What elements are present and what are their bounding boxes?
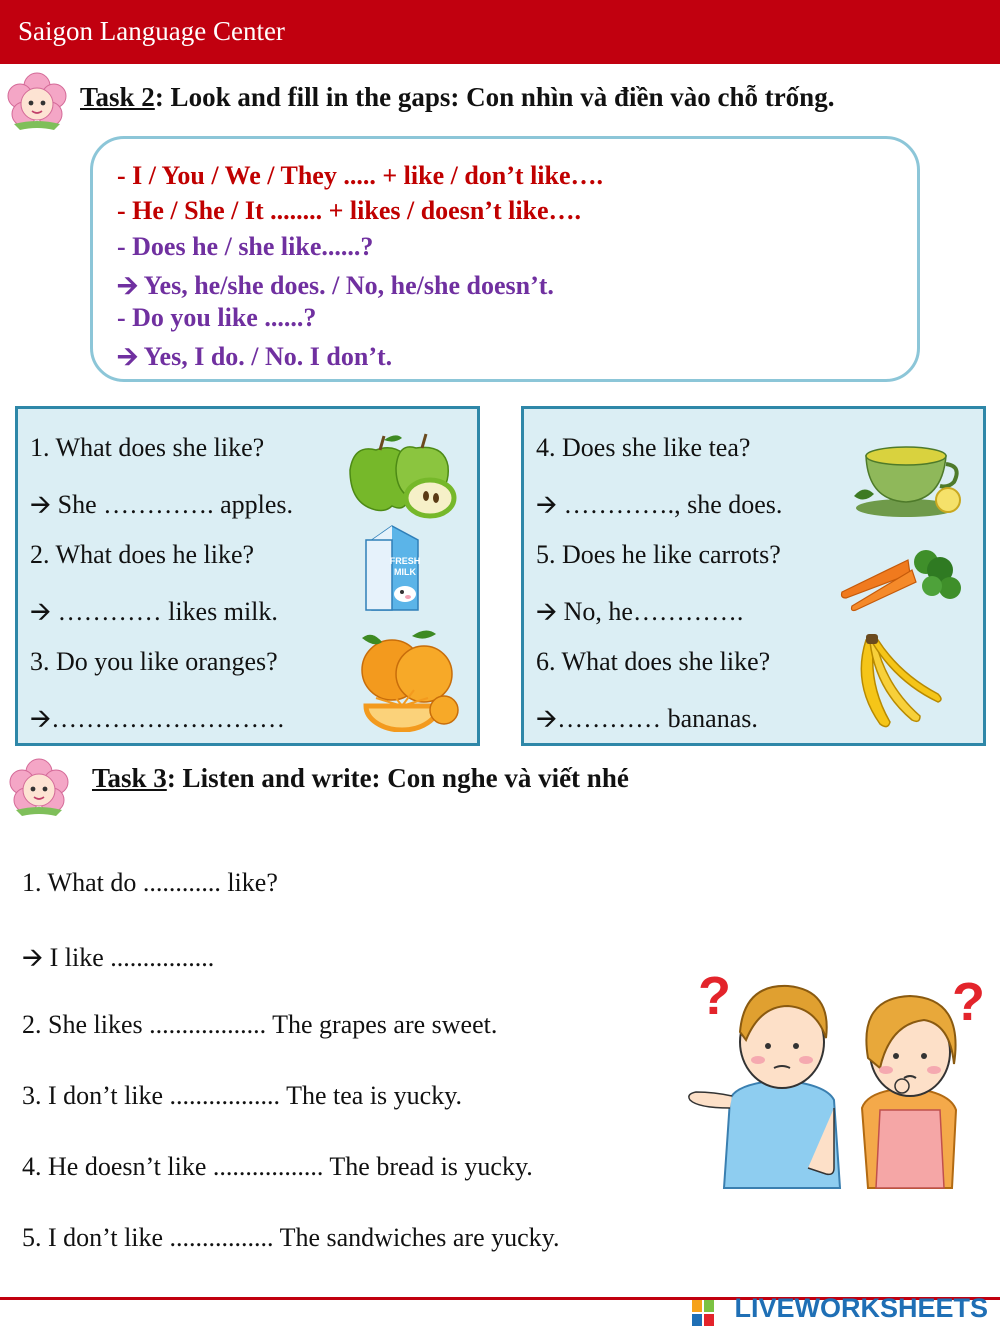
exercise-line-9: 5. Does he like carrots? (536, 540, 781, 569)
svg-text:?: ? (952, 972, 985, 1032)
liveworksheets-brand: LIVEWORKSHEETS (734, 1293, 988, 1323)
task3-item-4: 3. I don’t like ................. The tea is yucky. (22, 1081, 463, 1110)
exercise-line-1: 1. What does she like? (30, 433, 265, 462)
exercise-line-10: 🡪 No, he…………. (536, 597, 744, 626)
grammar-line-4: 🡪 Yes, he/she does. / No, he/she doesn’t. (117, 271, 554, 300)
grammar-line-1: - I / You / We / They ..... + like / don’t like…. (117, 161, 604, 190)
exercise-line-5: 3. Do you like oranges? (30, 647, 278, 676)
exercise-line-8: 🡪 …………., she does. (536, 490, 783, 519)
task3-title (92, 763, 629, 794)
header-title: Saigon Language Center (18, 16, 285, 46)
header-bar (0, 0, 1000, 64)
exercise-line-2: 🡪 She …………. apples. (30, 490, 294, 519)
task3-instruction: : Listen and write: Con nghe và viết nhé (166, 763, 629, 793)
task2-title (80, 82, 834, 113)
grammar-line-6: 🡪 Yes, I do. / No. I don’t. (117, 342, 393, 371)
exercise-line-6: 🡪……………………… (30, 704, 286, 733)
task3-item-5: 4. He doesn’t like ................. The bread is yucky. (22, 1152, 533, 1181)
exercise-line-12: 🡪………… bananas. (536, 704, 758, 733)
svg-text:?: ? (698, 968, 731, 1026)
task3-item-1: 1. What do ............ like? (22, 868, 278, 897)
task3-item-6: 5. I don’t like ................ The sandwiches are yucky. (22, 1223, 560, 1252)
exercise-line-7: 4. Does she like tea? (536, 433, 751, 462)
grammar-line-2: - He / She / It ........ + likes / doesn’t like…. (117, 196, 582, 225)
task3-item-3: 2. She likes .................. The grapes are sweet. (22, 1010, 498, 1039)
flower-character-icon (6, 756, 72, 818)
carrots-icon (838, 540, 962, 612)
milk-label-bottom: MILK (394, 567, 416, 577)
tea-cup-icon (850, 430, 964, 520)
task3-item-2: 🡪 I like ................ (22, 943, 215, 972)
flower-character-icon (4, 70, 70, 132)
task2-instruction: : Look and fill in the gaps: Con nhìn và điền vào chỗ trống. (154, 82, 835, 112)
milk-carton-icon (362, 522, 424, 614)
bananas-icon (850, 634, 944, 730)
grammar-line-5: - Do you like ......? (117, 303, 317, 332)
confused-kids-illustration (684, 968, 990, 1196)
exercise-line-3: 2. What does he like? (30, 540, 255, 569)
liveworksheets-logo-icon (692, 1300, 714, 1326)
green-apples-icon (346, 430, 458, 520)
grammar-line-3: - Does he / she like......? (117, 232, 374, 261)
grammar-box (90, 136, 920, 382)
exercise-line-4: 🡪 ………… likes milk. (30, 597, 278, 626)
oranges-icon (352, 626, 464, 732)
exercise-line-11: 6. What does she like? (536, 647, 771, 676)
milk-label-top: FRESH (389, 556, 421, 566)
task3-number: Task 3 (92, 763, 167, 793)
task2-number: Task 2 (80, 82, 155, 112)
